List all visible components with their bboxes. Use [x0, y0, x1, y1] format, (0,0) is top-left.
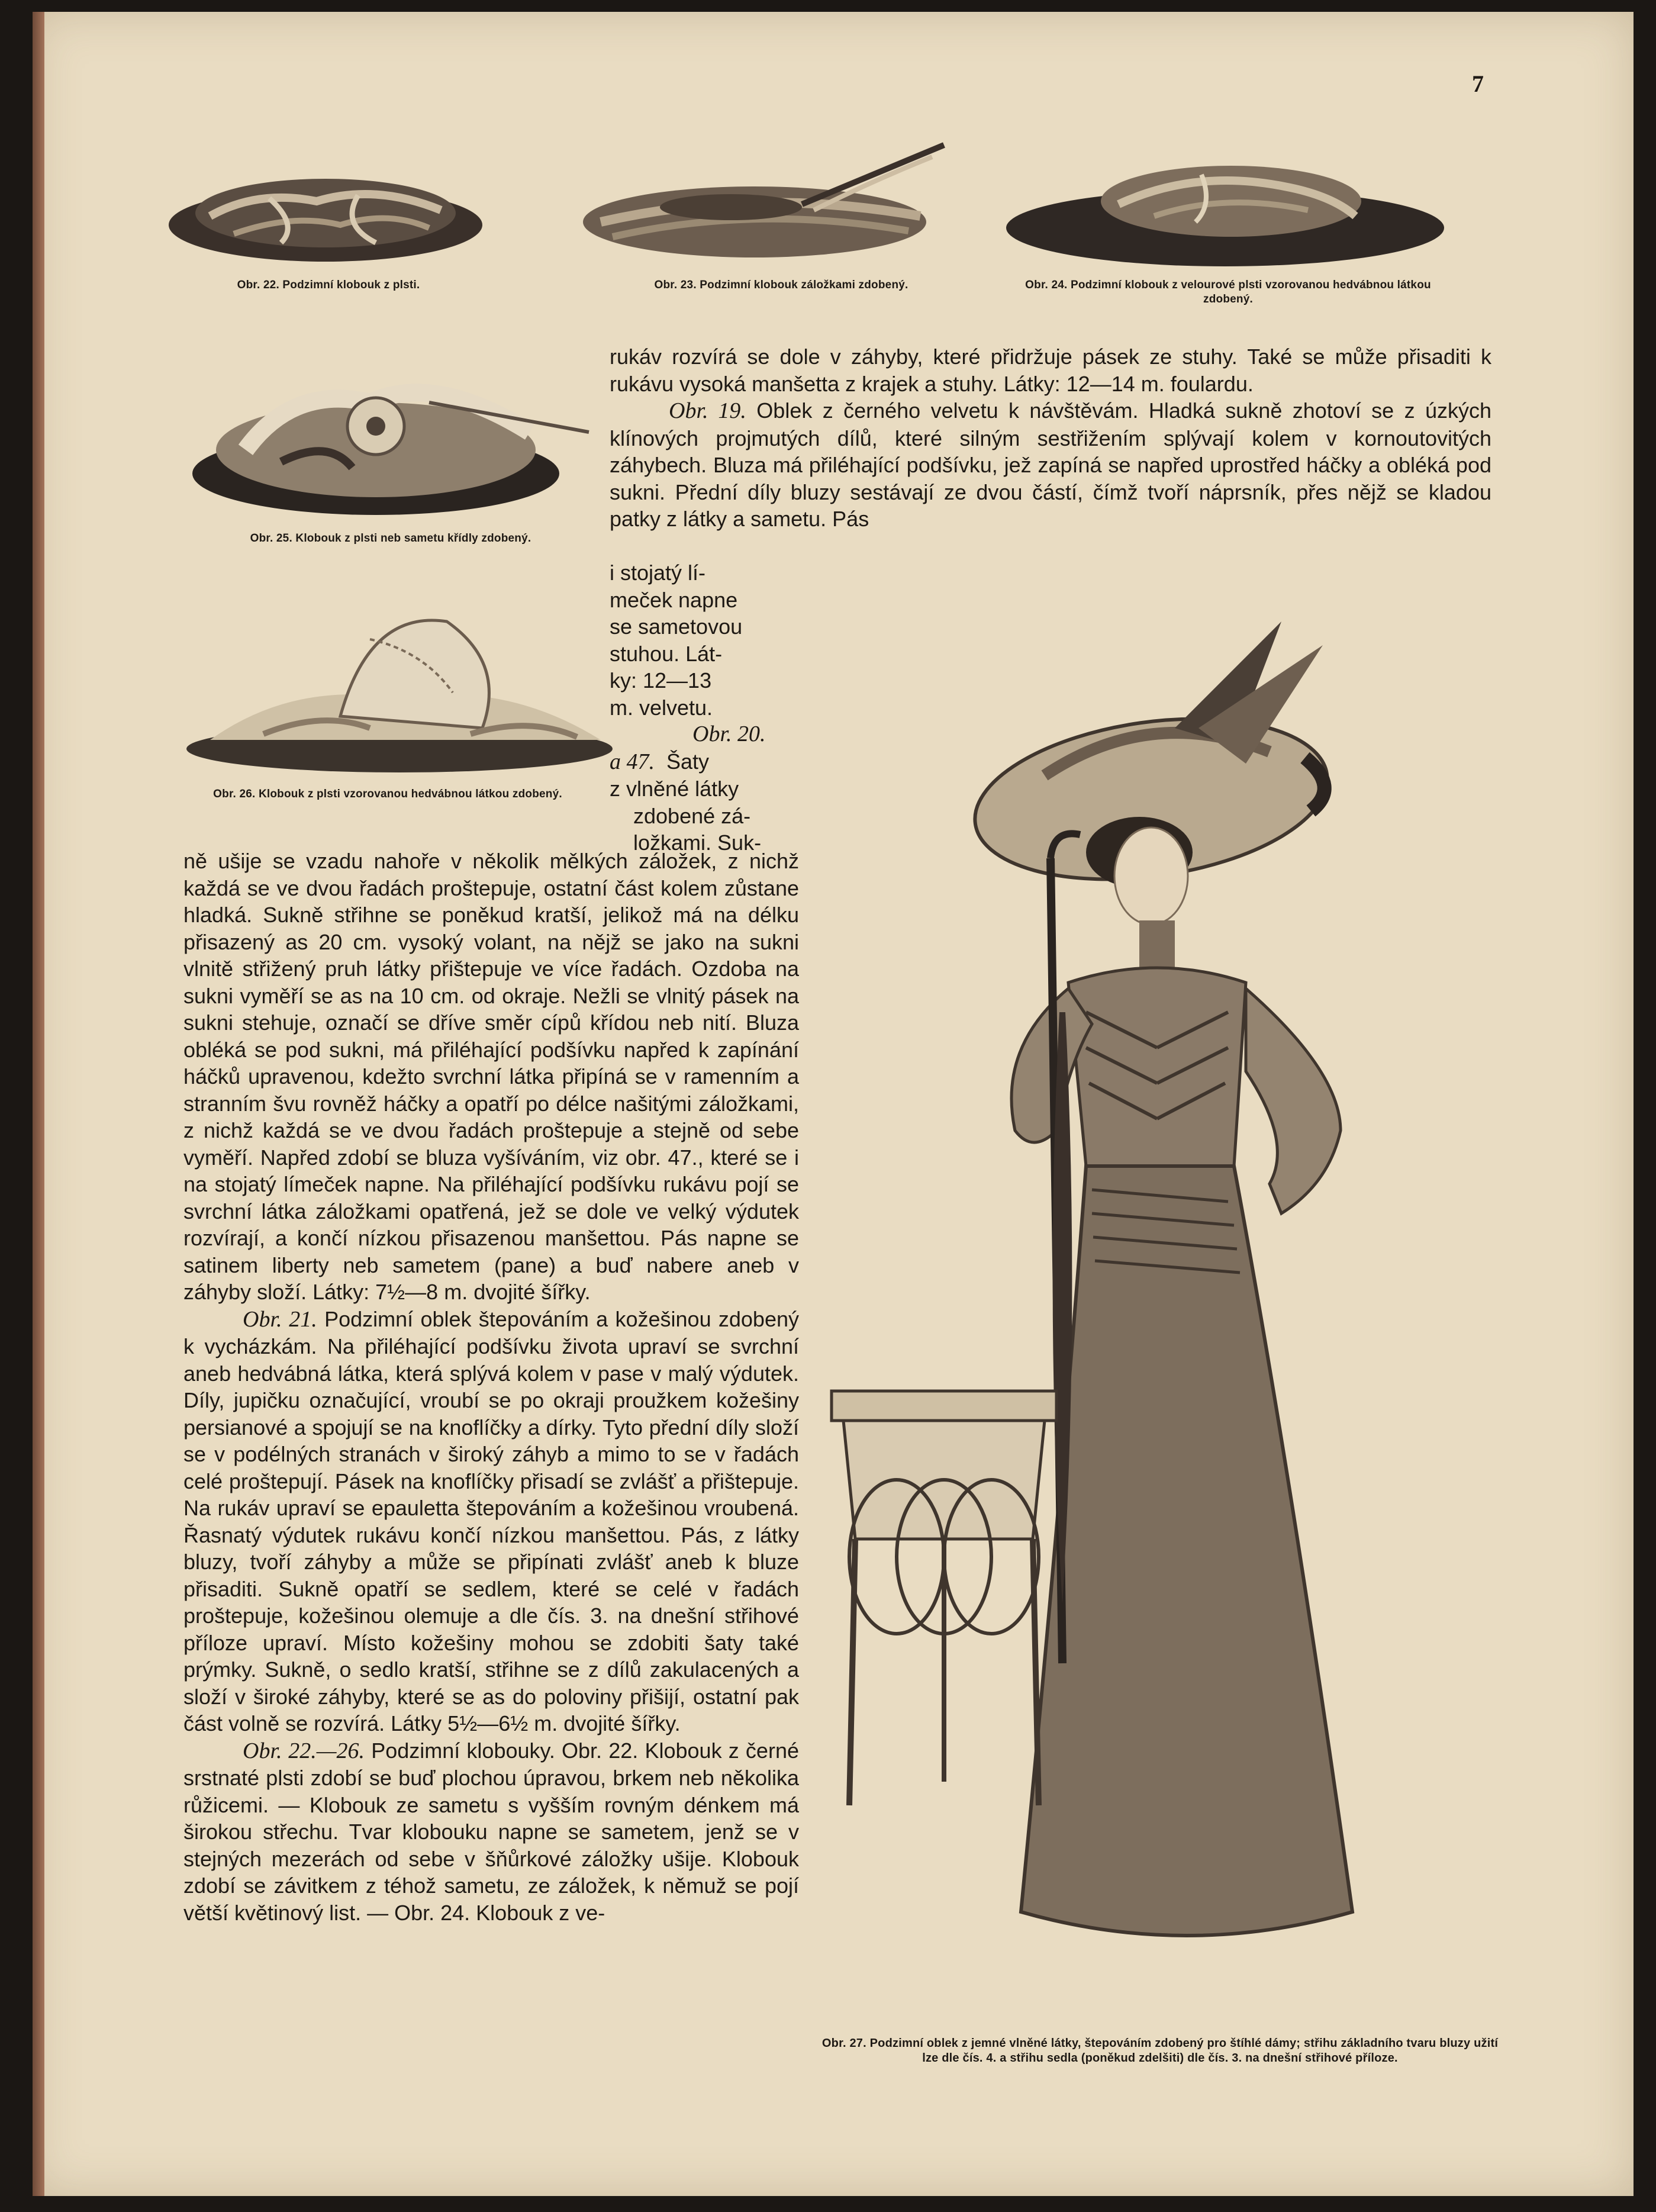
- caption-obr22: Obr. 22. Podzimní klobouk z plsti.: [237, 279, 420, 291]
- magazine-page: [33, 12, 1634, 2196]
- fashion-illustration-obr27: [820, 598, 1494, 2036]
- figure-ref-obr22-26: Obr. 22.—26.: [243, 1738, 365, 1763]
- narrow-line: ložkami. Suk-: [633, 830, 762, 855]
- caption-obr23: Obr. 23. Podzimní klobouk záložkami zdobený.: [654, 279, 908, 291]
- narrow-line: zdobené zá-: [633, 803, 751, 828]
- page-number: 7: [1472, 70, 1484, 97]
- hat-illustration-obr24: [1000, 139, 1450, 275]
- page-binding-edge: [33, 12, 44, 2196]
- narrow-line: Šaty: [666, 749, 710, 774]
- hat-illustration-obr26: [175, 598, 624, 787]
- text-block-left: [183, 848, 799, 1926]
- narrow-line: i stojatý lí-: [610, 561, 706, 585]
- figure-ref-obr21: Obr. 21.: [243, 1306, 317, 1332]
- paragraph-obr22-26: [183, 1737, 799, 1927]
- paragraph-obr21: [183, 1306, 799, 1737]
- figure-ref-obr19: Obr. 19.: [669, 398, 746, 423]
- paragraph-obr22-26-body: Podzimní klobouky. Obr. 22. Klobouk z černé srstnaté plsti zdobí se buď plochou úpravou, brkem neb několika růžicemi. — Klobouk ze sametu s vyšším rovným dénkem má širokou střechu. Tvar klobouku napne se sametem, jenž se v stejných mezerách od sebe v šňůrkové záložky ušije. Klobouk zdobí se závitkem z téhož sametu, ze záložek, k němuž se pojí větší květinový list. — Obr. 24. Klobouk z ve-: [183, 1738, 799, 1925]
- text-narrow-column: [610, 559, 805, 857]
- paragraph-obr19-body: Oblek z černého velvetu k návštěvám. Hladká sukně zhotoví se z úzkých klínových projmutých dílů, které silným sestřižením splývají kolem v kornoutovitých záhybech. Bluza má přiléhající podšívku, jež zapíná se napřed uprostřed háčky a obléká pod sukni. Přední díly bluzy sestávají ze dvou částí, čímž tvoří náprsník, přes nějž se kladou patky z látky a sametu. Pás: [610, 398, 1491, 531]
- narrow-line: se sametovou: [610, 614, 743, 639]
- hat-illustration-obr25: [175, 349, 601, 527]
- narrow-line: meček napne: [610, 587, 738, 612]
- caption-obr24: Obr. 24. Podzimní klobouk z velourové plsti vzorovanou hedvábnou látkou zdobený.: [1025, 279, 1431, 305]
- caption-obr27: Obr. 27. Podzimní oblek z jemné vlněné látky, štepováním zdobený pro štíhlé dámy; střihu základního tvaru bluzy užití lze dle čís. 4. a střihu sedla (poněkud zdelšiti) dle čís. 3. na dnešní střihové příloze.: [821, 2037, 1499, 2065]
- paragraph-obr19: [610, 397, 1491, 533]
- hat-illustration-obr22: [163, 154, 488, 272]
- narrow-line: z vlněné látky: [610, 777, 739, 801]
- narrow-line: ky: 12—13: [610, 668, 712, 693]
- paragraph-obr20: ně ušije se vzadu nahoře v několik mělkých záložek, z nichž každá se ve dvou řadách proštepuje, ostatní část kolem zůstane hladká. Sukně střihne se poněkud kratší, jelikož má na délku přisazený as 20 cm. vysoký volant, na nějž se jako na sukni vlnitě střižený pruh látky přištepuje ve více řadách. Ozdoba na sukni vyměří se as na 10 cm. od okraje. Nežli se vlnitý pásek na sukni stehuje, označí se dříve směr cípů křídou neb nití. Bluza obléká se pod sukni, má přiléhající podšívku napřed k zapínání háčků upravenou, kdežto svrchní látka připíná se v ramenním a stranním švu rovněž háčky a opatří po délce našitými záložkami, z nichž každá se ve dvou řadách proštepuje a stejně od sebe vyměří. Napřed zdobí se bluza vyšíváním, viz obr. 47., které se i na stojatý límeček napne. Na přiléhající podšívku rukávu pojí se svrchní látka záložkami opatřená, jež se dole ve velký výdutek rozvírají, a končí nízkou přisazenou manšettou. Pás napne se satinem liberty neb sametem (pane) a buď nabere aneb v záhyby složí. Látky: 7½—8 m. dvojité šířky.: [183, 849, 799, 1304]
- caption-obr25: Obr. 25. Klobouk z plsti neb sametu křídly zdobený.: [250, 532, 531, 545]
- text-block-top: [610, 343, 1491, 533]
- paragraph-obr21-body: Podzimní oblek štepováním a kožešinou zdobený k vycházkám. Na přiléhající podšívku života upraví se svrchní aneb hedvábná látka, která splývá kolem v pase v malý výdutek. Díly, jupičku označující, vroubí se po okraji proužkem kožešiny persianové a spojují se na knoflíčky a dírky. Tyto přední díly složí se v podélných stranách v široký záhyb a mimo to se v řadách celé proštepují. Pásek na knoflíčky přisadí se zvlášť a přištepuje. Na rukáv upraví se epauletta štepováním a kožešinou vroubená. Řasnatý výdutek rukávu končí nízkou manšettou. Pás, z látky bluzy, tvoří záhyby a může se připínati zvlášť aneb k bluze přisaditi. Sukně opatří se sedlem, které se celé v řadách proštepuje, kožešinou olemuje a dle čís. 3. na dnešní střihové příloze upraví. Místo kožešiny mohou se zdobiti šaty také prýmky. Sukně, o sedlo kratší, střihne se z dílů zakulacených a složí v široké záhyby, které se as do poloviny přišijí, ostatní pak část volně se rozvírá. Látky 5½—6½ m. dvojité šířky.: [183, 1306, 799, 1736]
- narrow-line-obr20: [610, 748, 805, 776]
- paragraph-top-1: rukáv rozvírá se dole v záhyby, které přidržuje pásek ze stuhy. Také se může přisaditi k rukávu vysoká manšetta z krajek a stuhy. Látky: 12—14 m. foulardu.: [610, 344, 1491, 396]
- narrow-line: m. velvetu.: [610, 695, 713, 720]
- narrow-line: stuhou. Lát-: [610, 641, 723, 666]
- hat-illustration-obr23: [577, 133, 956, 275]
- caption-obr26: Obr. 26. Klobouk z plsti vzorovanou hedvábnou látkou zdobený.: [213, 788, 562, 800]
- figure-ref-obr20: Obr. 20.: [692, 722, 766, 746]
- figure-ref-obr47: a 47.: [610, 749, 655, 774]
